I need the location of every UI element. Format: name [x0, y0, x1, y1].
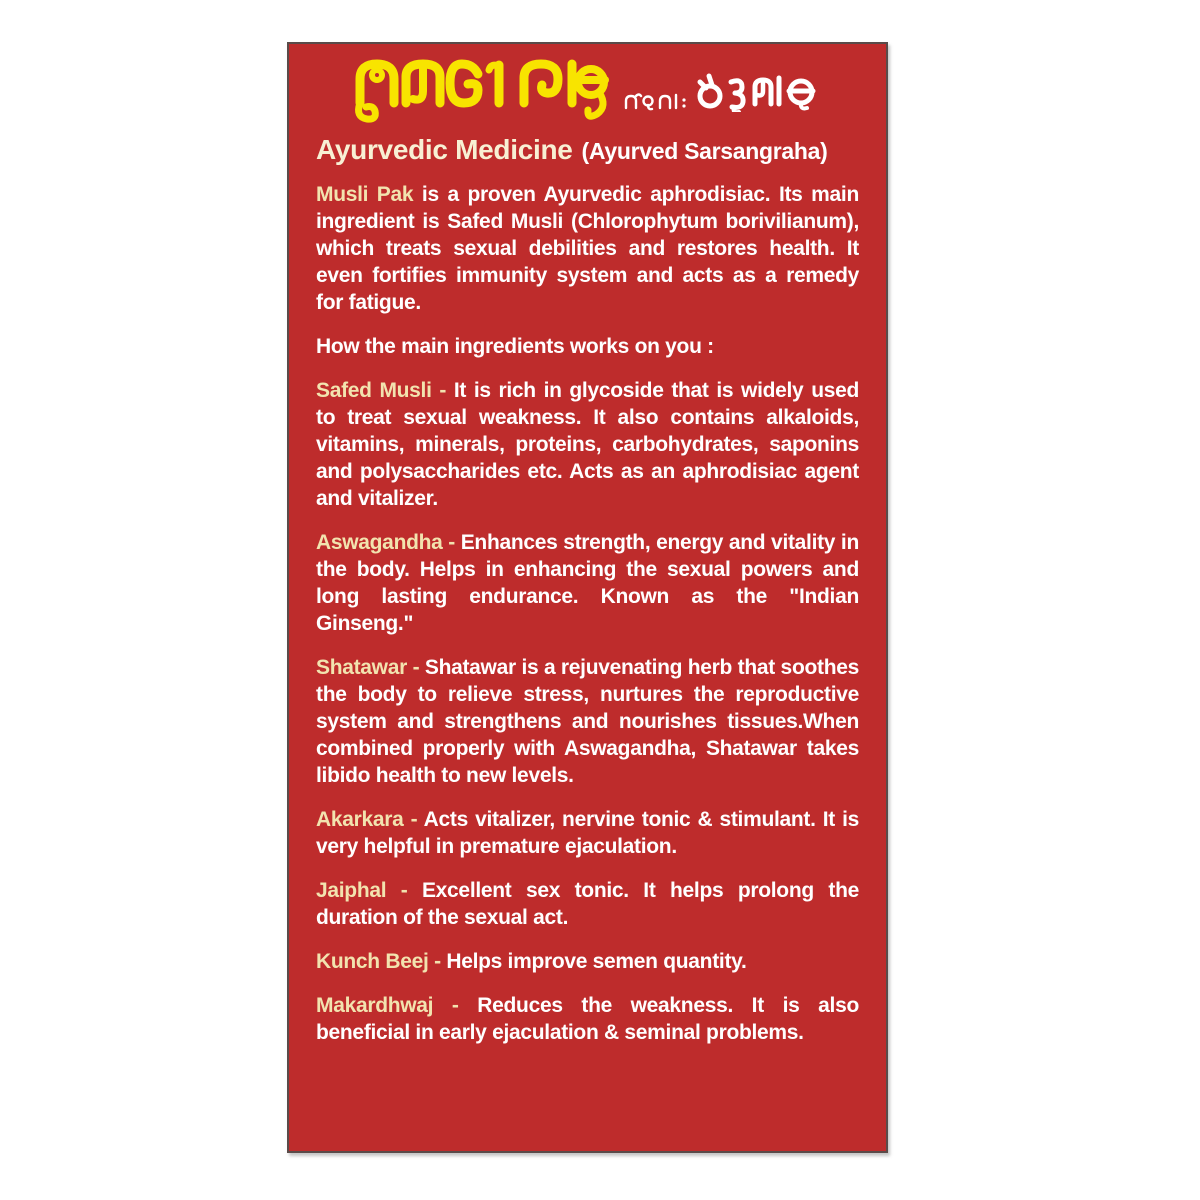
ingredient-text: Acts vitalizer, nervine tonic & stimulant. It is very helpful in premature ejaculation. [316, 808, 859, 858]
ingredient-sep: - [448, 531, 455, 554]
ingredient-sep: - [412, 656, 420, 679]
ingredient-sep: - [439, 379, 447, 402]
ingredient-name: Akarkara [316, 808, 404, 831]
ingredient-sep: - [400, 879, 408, 902]
ingredient-text: Helps improve semen quantity. [446, 950, 747, 973]
musli-pak-label-panel [287, 42, 888, 1153]
odia-product-title-art [352, 57, 610, 125]
ingredient-paragraph-aswagandha [316, 529, 859, 637]
odia-maker-label-art [622, 92, 690, 112]
ingredient-name: Shatawar [316, 656, 407, 679]
odia-product-title [352, 57, 610, 130]
heading-row [316, 134, 859, 166]
ingredient-name: Safed Musli [316, 379, 432, 402]
ingredient-paragraph-safed-musli [316, 377, 859, 512]
page-title: Ayurvedic Medicine [316, 134, 573, 165]
ingredient-name: Makardhwaj [316, 994, 434, 1017]
ingredient-name: Jaiphal [316, 879, 387, 902]
section-subheading: How the main ingredients works on you : [316, 335, 714, 358]
intro-text: is a proven Ayurvedic aphrodisiac. Its main ingredient is Safed Musli (Chlorophytum borivilianum), which treats sexual debilities and restores health. It even fortifies immunity system and acts as a remedy for fatigue. [316, 183, 859, 314]
ingredient-text: Reduces the weakness. It is also beneficial in early ejaculation & seminal problems. [316, 994, 859, 1044]
page-subtitle: (Ayurved Sarsangraha) [581, 138, 828, 164]
ingredient-sep: - [434, 950, 441, 973]
ingredient-text: Excellent sex tonic. It helps prolong the duration of the sexual act. [316, 879, 859, 929]
ingredient-paragraph-kunch-beej [316, 948, 859, 975]
ingredient-paragraph-shatawar [316, 654, 859, 789]
ingredient-paragraph-akarkara [316, 806, 859, 860]
intro-paragraph [316, 181, 859, 316]
ingredient-paragraph-jaiphal [316, 877, 859, 931]
ingredient-text: Enhances strength, energy and vitality in the body. Helps in enhancing the sexual powers and long lasting endurance. Known as the "Indian Ginseng." [316, 531, 859, 635]
intro-lead: Musli Pak [316, 183, 414, 206]
ingredient-sep: - [451, 994, 459, 1017]
maker-block [622, 72, 823, 130]
odia-product-title-text [610, 57, 611, 58]
ingredient-name: Kunch Beej [316, 950, 429, 973]
odia-maker-label [622, 92, 690, 117]
ingredient-text: Shatawar is a rejuvenating herb that soothes the body to relieve stress, nurtures the reproductive system and strengthens and nourishes tissues.When combined properly with Aswagandha, Shatawar takes libido health to new levels. [316, 656, 859, 787]
odia-brand-text [823, 72, 824, 73]
ingredient-sep: - [410, 808, 418, 831]
ingredient-paragraph-makardhwaj [316, 992, 859, 1046]
ingredient-text: It is rich in glycoside that is widely used to treat sexual weakness. It also contains alkaloids, vitamins, minerals, proteins, carbohydrates, saponins and polysaccharides etc. Acts as an aphrodisiac agent and vitalizer. [316, 379, 860, 510]
odia-brand [697, 72, 823, 117]
panel-title-row [316, 60, 859, 130]
ingredient-name: Aswagandha [316, 531, 443, 554]
odia-maker-label-text [690, 92, 691, 93]
odia-brand-art [697, 72, 823, 112]
